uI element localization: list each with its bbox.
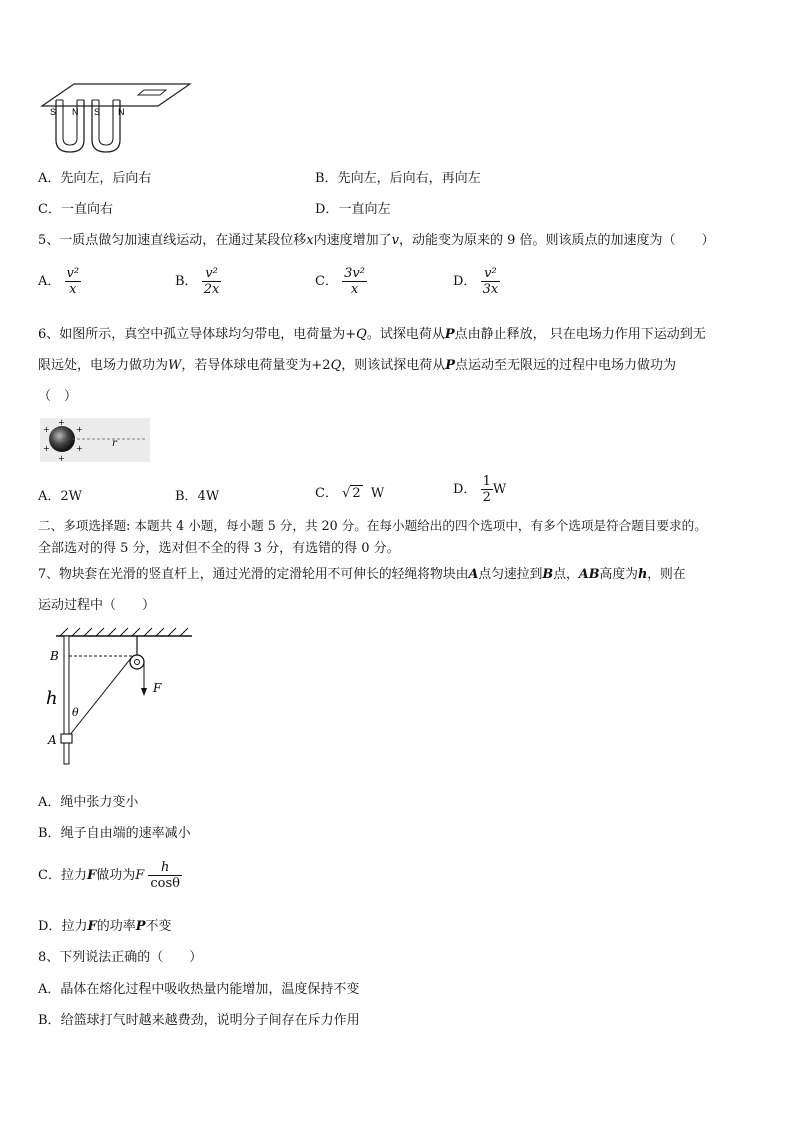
label-r: r (112, 438, 117, 449)
q4-option-a[interactable]: A．先向左，后向右 (38, 171, 152, 186)
q4-option-c[interactable]: C．一直向右 (38, 202, 113, 217)
label-B: B (50, 649, 59, 663)
pulley-figure (40, 626, 200, 768)
q7-option-d[interactable]: D．拉力F的功率P不变 (38, 919, 172, 934)
q6-option-d[interactable]: D． $\frac{1}{2}$ W (453, 474, 507, 505)
q8-option-a[interactable]: A．晶体在熔化过程中吸收热量内能增加，温度保持不变 (38, 982, 360, 997)
q5-option-a[interactable]: A． $\frac{\text{v²}}{x}$ (38, 266, 80, 297)
label-F: F (153, 681, 162, 695)
q7-option-b[interactable]: B．绳子自由端的速率减小 (38, 826, 191, 841)
fraction: $\frac{h}{\cos\theta}$ (150, 860, 180, 891)
svg-text:+: + (76, 425, 83, 434)
q6-paren: （ ） (38, 389, 78, 404)
svg-text:+: + (76, 444, 83, 453)
q8-option-b[interactable]: B．给篮球打气时越来越费劲，说明分子间存在斥力作用 (38, 1013, 360, 1028)
label-theta: θ (72, 706, 79, 719)
q6-option-c[interactable]: C． √ 2 W (315, 486, 385, 501)
sqrt-symbol: √ (342, 486, 351, 501)
svg-text:+: + (58, 454, 65, 462)
q6-stem-line1: 6、如图所示，真空中孤立导体球均匀带电，电荷量为+Q。试探电荷从P点由静止释放， 只在电场力作用下运动到无 (38, 327, 706, 342)
fraction: $\frac{\text{3v²}}{x}$ (344, 266, 365, 297)
q8-stem: 8、下列说法正确的（ ） (38, 950, 203, 965)
section-heading-line2: 全部选对的得 5 分，选对但不全的得 3 分，有选错的得 0 分。 (38, 541, 400, 556)
section-heading-line1: 二、多项选择题: 本题共 4 小题，每小题 5 分，共 20 分。在每小题给出的四个选项中，有多个选项是符合题目要求的。 (38, 518, 707, 533)
fraction: $\frac{\text{v²}}{3x}$ (482, 266, 499, 297)
charged-sphere-figure (40, 418, 150, 462)
magnet-figure (38, 78, 198, 158)
q6-stem-line2: 限远处，电场力做功为W，若导体球电荷量变为+2Q，则该试探电荷从P点运动至无限远的过程中电场力做功为 (38, 358, 677, 373)
q5-option-d[interactable]: D． $\frac{\text{v²}}{3x}$ (453, 266, 499, 297)
fraction: $\frac{1}{2}$ (482, 474, 491, 505)
q6-option-a[interactable]: A．2W (38, 489, 83, 504)
label-h: h (46, 688, 58, 709)
q7-stem-line1: 7、物块套在光滑的竖直杆上，通过光滑的定滑轮用不可伸长的轻绳将物块由A点匀速拉到B点，AB高度为h，则在 (38, 567, 686, 582)
magnet-label-3: S (94, 107, 101, 117)
q7-option-a[interactable]: A．绳中张力变小 (38, 795, 139, 810)
svg-text:+: + (58, 418, 65, 427)
q7-option-c[interactable]: C．拉力F做功为F $\frac{h}{\cos\theta}$ (38, 860, 180, 891)
fraction: $\frac{\text{v²}}{x}$ (66, 266, 80, 297)
label-A: A (48, 733, 57, 747)
magnet-label-2: N (72, 107, 79, 117)
q5-stem: 5、一质点做匀加速直线运动，在通过某段位移x内速度增加了v，动能变为原来的 9 倍。则该质点的加速度为（ ） (38, 233, 715, 248)
q4-option-b[interactable]: B．先向左，后向右，再向左 (315, 171, 481, 186)
q6-option-b[interactable]: B．4W (175, 489, 220, 504)
magnet-label-1: S (50, 107, 57, 117)
q5-option-c[interactable]: C． $\frac{\text{3v²}}{x}$ (315, 266, 365, 297)
q4-option-d[interactable]: D．一直向左 (315, 202, 391, 217)
svg-text:+: + (43, 444, 50, 453)
q7-stem-line2: 运动过程中（ ） (38, 598, 156, 613)
fraction: $\frac{\text{v²}}{2x}$ (203, 266, 220, 297)
svg-text:+: + (43, 425, 50, 434)
q5-option-b[interactable]: B． $\frac{\text{v²}}{2x}$ (175, 266, 220, 297)
magnet-label-4: N (118, 107, 125, 117)
